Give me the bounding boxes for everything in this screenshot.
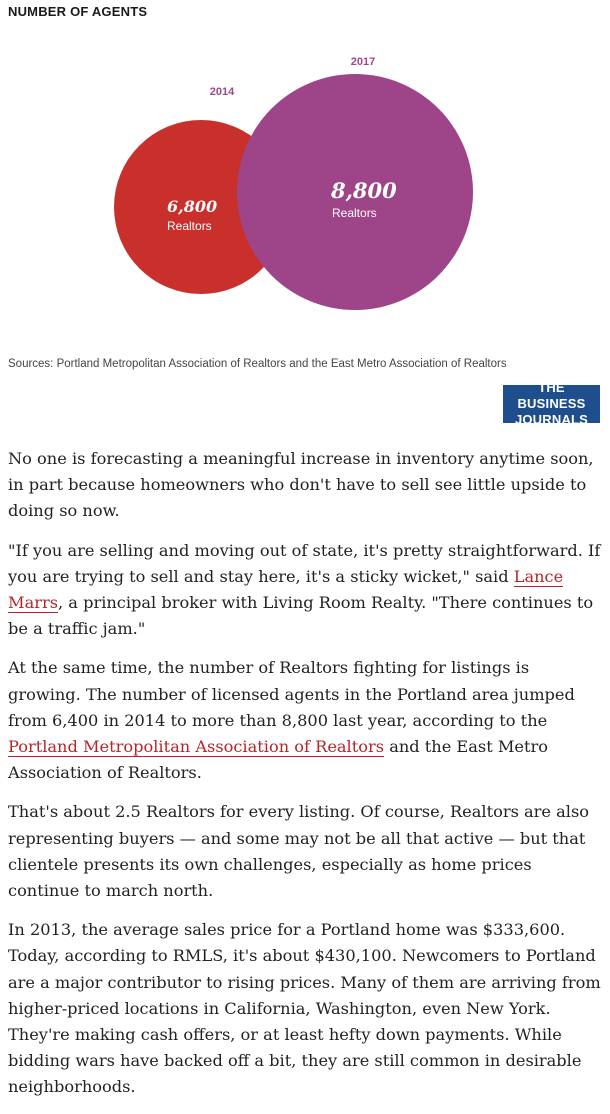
article-paragraph: That's about 2.5 Realtors for every listing. Of course, Realtors are also representing buyers — and some may not be all that active — but that clientele presents its own challenges, especially as home prices continue to march north. bbox=[8, 802, 590, 901]
pmar-link[interactable]: Portland Metropolitan Association of Realtors bbox=[8, 737, 385, 757]
logo-line-2: JOURNALS bbox=[514, 412, 589, 427]
article-paragraph: In 2013, the average sales price for a Portland home was $333,600. Today, according to RMLS, it's about $430,100. Newcomers to Portland are a major contributor to rising prices. Many of them are arriving from higher-priced locations in California, Washington, even New York. They're making cash offers, or at least hefty down payments. While bidding wars have backed off a bit, they are still common in desirable neighborhoods. bbox=[8, 920, 601, 1097]
value-2017: 8,800 bbox=[331, 178, 397, 203]
paragraph-text: and the East Metro Association of Realtors. bbox=[8, 737, 549, 783]
value-2014: 6,800 bbox=[167, 197, 218, 216]
article-paragraph bbox=[8, 538, 604, 643]
venn-diagram bbox=[0, 30, 610, 350]
business-journals-logo[interactable] bbox=[503, 380, 600, 427]
paragraph-text: "If you are selling and moving out of state, it's pretty straightforward. If you are trying to sell and stay here, it's a sticky wicket," said bbox=[8, 540, 601, 586]
article-body bbox=[8, 446, 604, 1114]
year-label-2017: 2017 bbox=[350, 56, 376, 68]
unit-2017: Realtors bbox=[332, 206, 377, 220]
paragraph-text: , a principal broker with Living Room Realty. "There continues to be a traffic jam." bbox=[8, 593, 594, 639]
unit-2014: Realtors bbox=[167, 219, 212, 233]
article-paragraph bbox=[8, 655, 604, 786]
graphic-sources: Sources: Portland Metropolitan Association of Realtors and the East Metro Association of Realtors bbox=[8, 358, 507, 370]
paragraph-text: At the same time, the number of Realtors fighting for listings is growing. The number of licensed agents in the Portland area jumped from 6,400 in 2014 to more than 8,800 last year, according to the bbox=[8, 658, 575, 730]
year-label-2014: 2014 bbox=[209, 86, 235, 98]
article-paragraph: No one is forecasting a meaningful increase in inventory anytime soon, in part because homeowners who don't have to sell see little upside to doing so now. bbox=[8, 449, 594, 521]
logo-line-1: THE BUSINESS bbox=[517, 380, 586, 411]
lance-marrs-link[interactable]: Lance Marrs bbox=[8, 566, 564, 613]
graphic-title: NUMBER OF AGENTS bbox=[8, 4, 148, 19]
